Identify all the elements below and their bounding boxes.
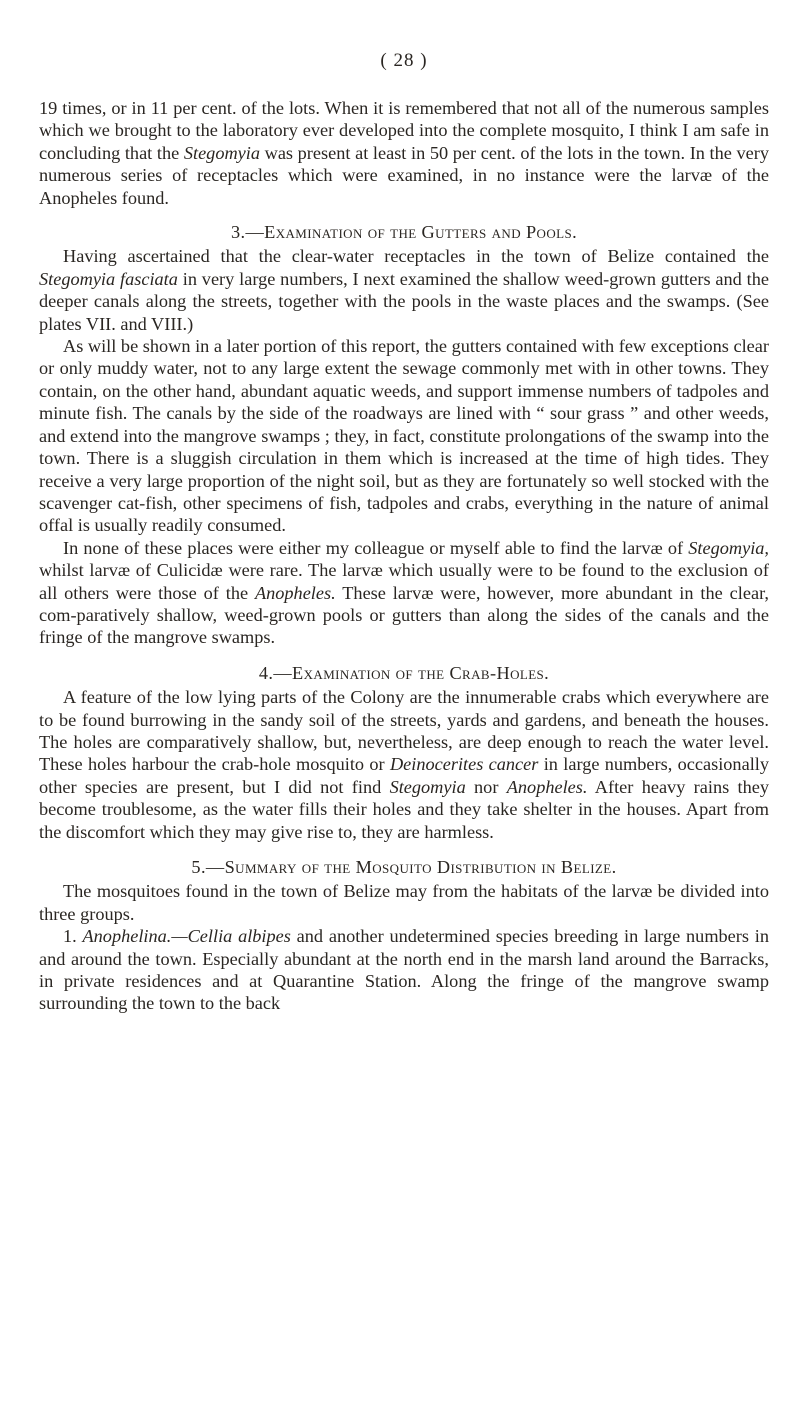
paragraph-crab-holes xyxy=(39,686,769,843)
species-name: Anopheles. xyxy=(254,582,336,603)
species-name: Deinocerites cancer xyxy=(389,754,539,775)
paragraph-summary-intro: The mosquitoes found in the town of Belize may from the habitats of the larvæ be divided into three groups. xyxy=(39,881,769,924)
text-run: in very large numbers, I next examined the shallow weed-grown gutters and the deeper canals along the streets, together with the pools in the waste places and the swamps. (See plates VII. and VIII.) xyxy=(39,268,769,334)
text-run: 1. xyxy=(63,926,83,947)
section-title: Examination of the Gutters and Pools. xyxy=(264,222,578,243)
section-heading-summary xyxy=(39,856,769,878)
section-number: 4.— xyxy=(258,662,293,683)
species-name: Anopheles. xyxy=(506,776,588,797)
text-run: and another undetermined species breeding in large numbers in and around the town. Especially abundant at the north end in the marsh land around the Barracks, in private residences and at Quarantine Station. Along the fringe of the mangrove swamp surrounding the town to the back xyxy=(39,926,769,1014)
species-name: Anophelina.—Cellia albipes xyxy=(82,926,291,947)
text-run: Having ascertained that the clear-water receptacles in the town of Belize contained the xyxy=(63,246,769,267)
section-number: 5.— xyxy=(191,857,225,877)
text-run: nor xyxy=(465,776,507,797)
species-name: Stegomyia, xyxy=(688,537,769,558)
document-page xyxy=(39,50,769,1015)
paragraph-gutters-description: As will be shown in a later portion of this report, the gutters contained with few exceptions clear or only muddy water, not to any large extent the sewage commonly met with in other towns. They contain, on the other hand, abundant aquatic weeds, and support immense numbers of tadpoles and minute fish. The canals by the side of the roadways are lined with “ sour grass ” and other weeds, and extend into the mangrove swamps ; they, in fact, constitute prolongations of the swamp into the town. There is a sluggish circulation in them which is increased at the time of high tides. They receive a very large proportion of the night soil, but as they are fortunately so well stocked with the scavenger cat-fish, other specimens of fish, tadpoles and crabs, everything in the nature of animal offal is usually readily consumed. xyxy=(39,336,769,536)
section-title: Summary of the Mosquito Distribution in Belize. xyxy=(224,857,617,877)
paragraph-larvae-findings xyxy=(39,537,769,649)
section-title: Examination of the Crab-Holes. xyxy=(292,662,550,683)
paragraph-gutters-intro xyxy=(39,245,769,335)
text-run: whilst larvæ of Culicidæ were rare. The larvæ which usually were to be found to the exclusion of all others were those of the xyxy=(39,560,769,603)
section-heading-crab-holes xyxy=(39,662,769,684)
species-name: Stegomyia xyxy=(389,776,466,797)
paragraph-anophelina xyxy=(39,925,769,1015)
text-run: These larvæ were, however, more abundant in the clear, com-paratively shallow, weed-grown pools or gutters than along the sides of the canals and the fringe of the mangrove swamps. xyxy=(39,582,769,648)
species-name: Stegomyia fasciata xyxy=(39,268,178,289)
text-run: in large numbers, occasionally other species are present, but I did not find xyxy=(39,754,769,797)
section-number: 3.— xyxy=(230,222,265,243)
text-run: A feature of the low lying parts of the Colony are the innumerable crabs which everywhere are to be found burrowing in the sandy soil of the streets, yards and gardens, and beneath the houses. The holes are comparatively shallow, but, nevertheless, are deep enough to reach the water level. These holes harbour the crab-hole mosquito or xyxy=(39,687,769,775)
text-run: 19 times, or in 11 per cent. of the lots. When it is remembered that not all of the numerous samples which we brought to the laboratory ever developed into the complete mosquito, I think I am safe in concluding that the xyxy=(39,98,769,163)
page-number: ( 28 ) xyxy=(380,50,428,71)
text-run: In none of these places were either my colleague or myself able to find the larvæ of xyxy=(63,537,689,558)
section-heading-gutters xyxy=(39,221,769,243)
paragraph-lots-summary xyxy=(39,97,769,209)
text-run: was present at least in 50 per cent. of the lots in the town. In the very numerous series of receptacles which were examined, in no instance were the larvæ of the Anopheles found. xyxy=(39,142,769,208)
text-run: After heavy rains they become troublesome, as the water fills their holes and they take shelter in the houses. Apart from the discomfort which they may give rise to, they are harmless. xyxy=(39,776,770,842)
species-name: Stegomyia xyxy=(183,142,260,163)
